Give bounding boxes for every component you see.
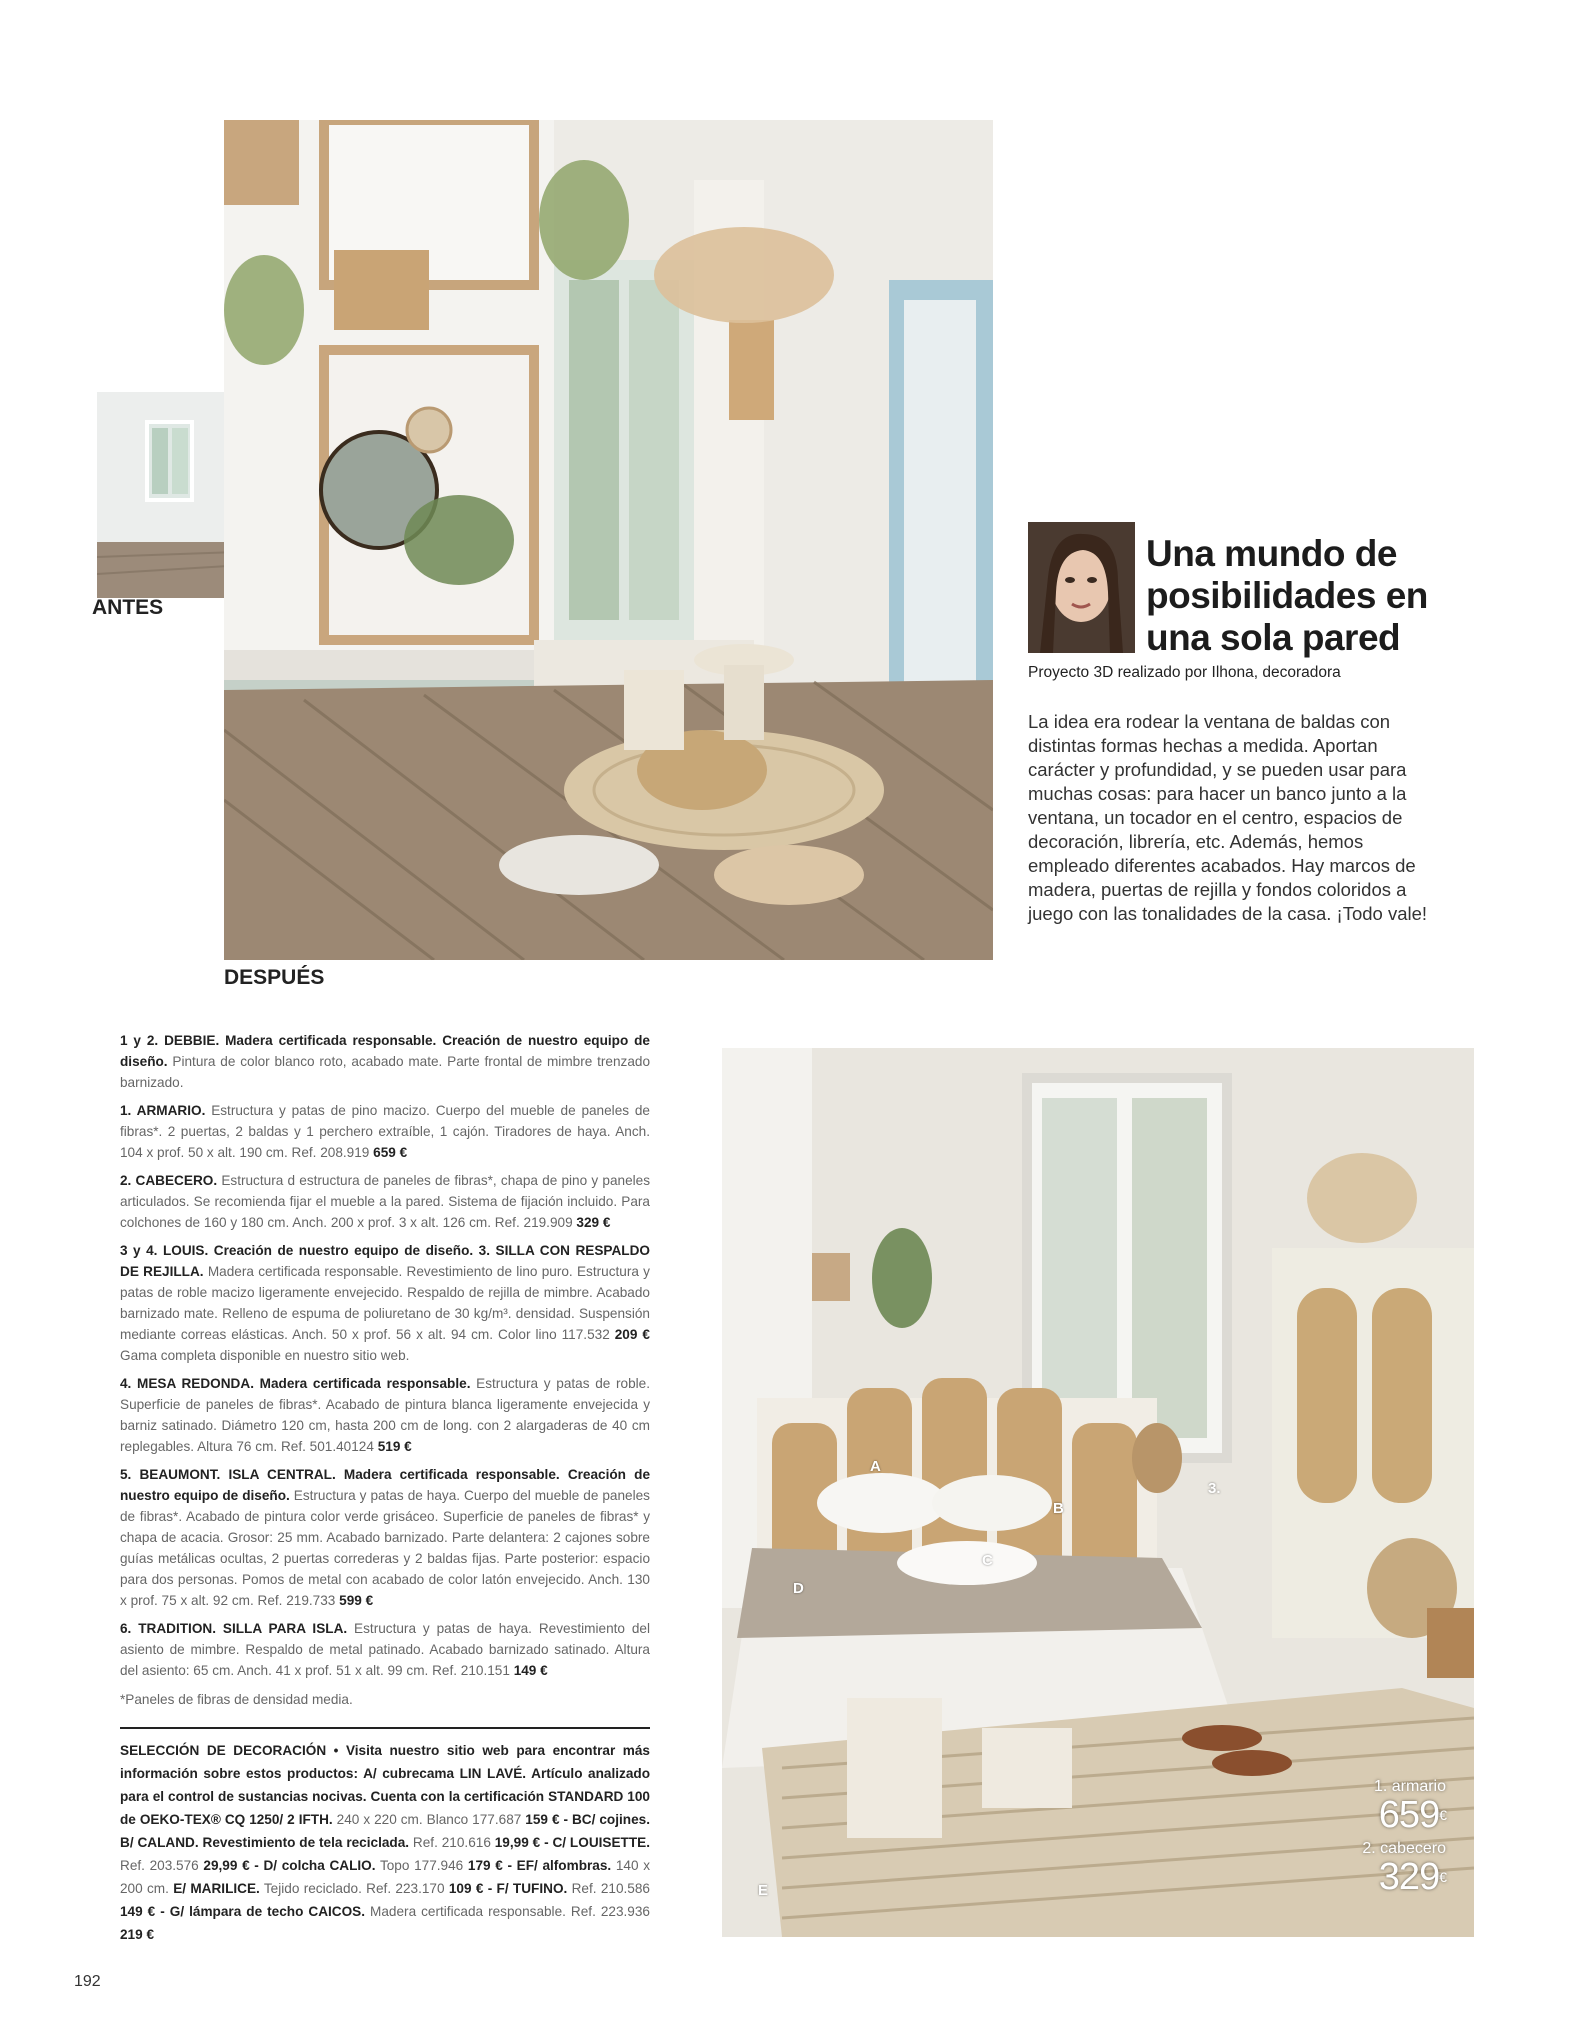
spec-price: 329 € [576, 1215, 611, 1230]
spec-price: 149 € [513, 1663, 548, 1678]
headline-block [1146, 533, 1486, 659]
headline-line-2: posibilidades en [1146, 575, 1428, 616]
price-tag-name: 1. armario [1373, 1778, 1446, 1795]
price-tag-currency: € [1439, 1807, 1446, 1823]
decoration-detail: Ref. 210.616 [409, 1835, 495, 1850]
headline-line-1: Una mundo de [1146, 533, 1397, 574]
spec-title: 3 y 4. LOUIS. Creación de nuestro equipo de diseño. 3. SILLA CON RESPALDO DE REJILLA. [120, 1243, 650, 1279]
decoration-price: 159 € - BC/ cojines. B/ CALAND. Revestimiento de tela reciclada. [120, 1812, 650, 1850]
decoration-price: 179 € - EF/ alfombras. [467, 1858, 612, 1873]
photo-letter-d: D [793, 1580, 804, 1597]
photo-letter-a: A [870, 1458, 881, 1475]
spec-item [120, 1464, 650, 1611]
decoration-detail: Madera certificada responsable. Ref. 223.936 [365, 1904, 650, 1919]
spec-tail: Gama completa disponible en nuestro sitio web. [120, 1348, 410, 1363]
price-tag-value: 659 [1378, 1794, 1440, 1836]
bedroom-photo [722, 1048, 1474, 1937]
spec-item [120, 1618, 650, 1681]
photo-letter-b: B [1053, 1500, 1064, 1517]
page-number: 192 [74, 1973, 101, 1990]
after-room-photo [224, 120, 993, 960]
spec-body: Estructura y patas de pino macizo. Cuerpo del mueble de paneles de fibras*. 2 puertas, 2 baldas y 1 perchero extraíble, 1 cajón. Tiradores de haya. Anch. 104 x prof. 50 x alt. 190 cm. Ref. 208.919 [120, 1103, 650, 1160]
designer-portrait [1028, 522, 1135, 653]
spec-item [120, 1030, 650, 1093]
spec-price: 209 € [614, 1327, 650, 1342]
spec-price: 599 € [339, 1593, 374, 1608]
decoration-price: 109 € - F/ TUFINO. [448, 1881, 568, 1896]
decoration-price: 149 € - G/ lámpara de techo CAICOS. [120, 1904, 366, 1919]
decoration-detail: Ref. 210.586 [567, 1881, 650, 1896]
spec-body: Estructura y patas de roble. Superficie de paneles de fibras*. Acabado de pintura blanca ligeramente envejecida y barniz satinado. Diámetro 120 cm, hasta 200 cm de long. con 2 alargaderas de 40 cm replegables. Altura 76 cm. Ref. 501.40124 [120, 1376, 650, 1454]
price-tag-armario [1374, 1778, 1446, 1834]
decoration-selection [120, 1727, 650, 1946]
decoration-price: 219 € [120, 1927, 155, 1942]
after-label: DESPUÉS [224, 966, 325, 989]
decoration-detail: Tejido reciclado. Ref. 223.170 [259, 1881, 449, 1896]
spec-title: 6. TRADITION. SILLA PARA ISLA. [120, 1621, 348, 1636]
price-tag-name: 2. cabecero [1362, 1840, 1446, 1857]
decoration-detail: Ref. 203.576 [120, 1858, 204, 1873]
spec-title: 2. CABECERO. [120, 1173, 218, 1188]
headline [1146, 533, 1486, 659]
price-tag-currency: € [1439, 1869, 1446, 1885]
decoration-detail: 140 x 200 cm. [120, 1858, 651, 1896]
decoration-lead: SELECCIÓN DE DECORACIÓN • Visita nuestro sitio web para encontrar más información sobre estos productos: [120, 1743, 650, 1781]
decoration-name: E/ MARILICE. [173, 1881, 260, 1896]
photo-letter-c: C [982, 1552, 993, 1569]
spec-body: Estructura y patas de haya. Revestimiento del asiento de mimbre. Respaldo de metal patinado. Acabado barnizado satinado. Altura del asiento: 65 cm. Anch. 41 x prof. 51 x alt. 99 cm. Ref. 210.151 [120, 1621, 650, 1678]
spec-item [120, 1240, 650, 1366]
byline: Proyecto 3D realizado por Ilhona, decoradora [1028, 664, 1341, 681]
price-tag-value: 329 [1378, 1856, 1440, 1898]
price-tag-cabecero [1362, 1840, 1446, 1896]
footnote: *Paneles de fibras de densidad media. [120, 1692, 353, 1707]
spec-item [120, 1100, 650, 1163]
decoration-detail: Topo 177.946 [375, 1858, 468, 1873]
spec-body: Madera certificada responsable. Revestimiento de lino puro. Estructura y patas de roble macizo ligeramente envejecido. Respaldo de rejilla de mimbre. Acabado barnizado mate. Relleno de espuma de poliuretano de 30 kg/m³. densidad. Suspensión mediante correas elásticas. Anch. 50 x prof. 56 x alt. 94 cm. Color lino 117.532 [120, 1264, 650, 1342]
intro-text: La idea era rodear la ventana de baldas con distintas formas hechas a medida. Aportan carácter y profundidad, y se pueden usar para muchas cosas: para hacer un banco junto a la ventana, un tocador en el centro, espacios de decoración, librería, etc. Además, hemos empleado diferentes acabados. Hay marcos de madera, puertas de rejilla y fondos coloridos a juego con las tonalidades de la casa. ¡Todo vale! [1028, 711, 1428, 924]
decoration-price: 29,99 € - D/ colcha CALIO. [203, 1858, 376, 1873]
spec-body: Pintura de color blanco roto, acabado mate. Parte frontal de mimbre trenzado barnizado. [120, 1054, 650, 1090]
spec-title: 4. MESA REDONDA. Madera certificada responsable. [120, 1376, 471, 1391]
spec-body: Estructura d estructura de paneles de fibras*, chapa de pino y paneles articulados. Se recomienda fijar el mueble a la pared. Sistema de fijación incluido. Para colchones de 160 y 180 cm. Anch. 200 x prof. 3 x alt. 126 cm. Ref. 219.909 [120, 1173, 651, 1230]
spec-title: 1 y 2. DEBBIE. Madera certificada responsable. Creación de nuestro equipo de diseño. [120, 1033, 650, 1069]
decoration-price: 19,99 € - C/ LOUISETTE. [494, 1835, 650, 1850]
before-label: ANTES [92, 596, 164, 619]
headline-line-3: una sola pared [1146, 617, 1401, 658]
decoration-a: A/ cubrecama LIN LAVÉ. Artículo analizado para el control de sustancias nocivas. Cuenta con la certificación STANDARD 100 de OEKO-TEX® CQ 1250/ 2 IFTH. [120, 1766, 651, 1827]
photo-number-3: 3. [1208, 1480, 1221, 1497]
spec-price: 659 € [373, 1145, 408, 1160]
decoration-detail: 240 x 220 cm. Blanco 177.687 [332, 1812, 526, 1827]
spec-item [120, 1170, 650, 1233]
product-specs [120, 1030, 650, 1717]
spec-body: Estructura y patas de haya. Cuerpo del mueble de paneles de fibras*. Acabado de pintura color verde grisáceo. Superficie de paneles de fibras* y chapa de acacia. Grosor: 25 mm. Acabado barnizado. Parte delantera: 2 cajones sobre guías metálicas ocultas, 2 puertas correderas y 2 baldas fijas. Parte posterior: espacio para dos personas. Pomos de metal con acabado de color latón envejecido. Anch. 130 x prof. 75 x alt. 92 cm. Ref. 219.733 [120, 1488, 650, 1608]
spec-item [120, 1373, 650, 1457]
photo-letter-e: E [758, 1882, 769, 1899]
spec-price: 519 € [377, 1439, 412, 1454]
spec-title: 1. ARMARIO. [120, 1103, 206, 1118]
spec-title: 5. BEAUMONT. ISLA CENTRAL. Madera certificada responsable. Creación de nuestro equipo de diseño. [120, 1467, 650, 1503]
